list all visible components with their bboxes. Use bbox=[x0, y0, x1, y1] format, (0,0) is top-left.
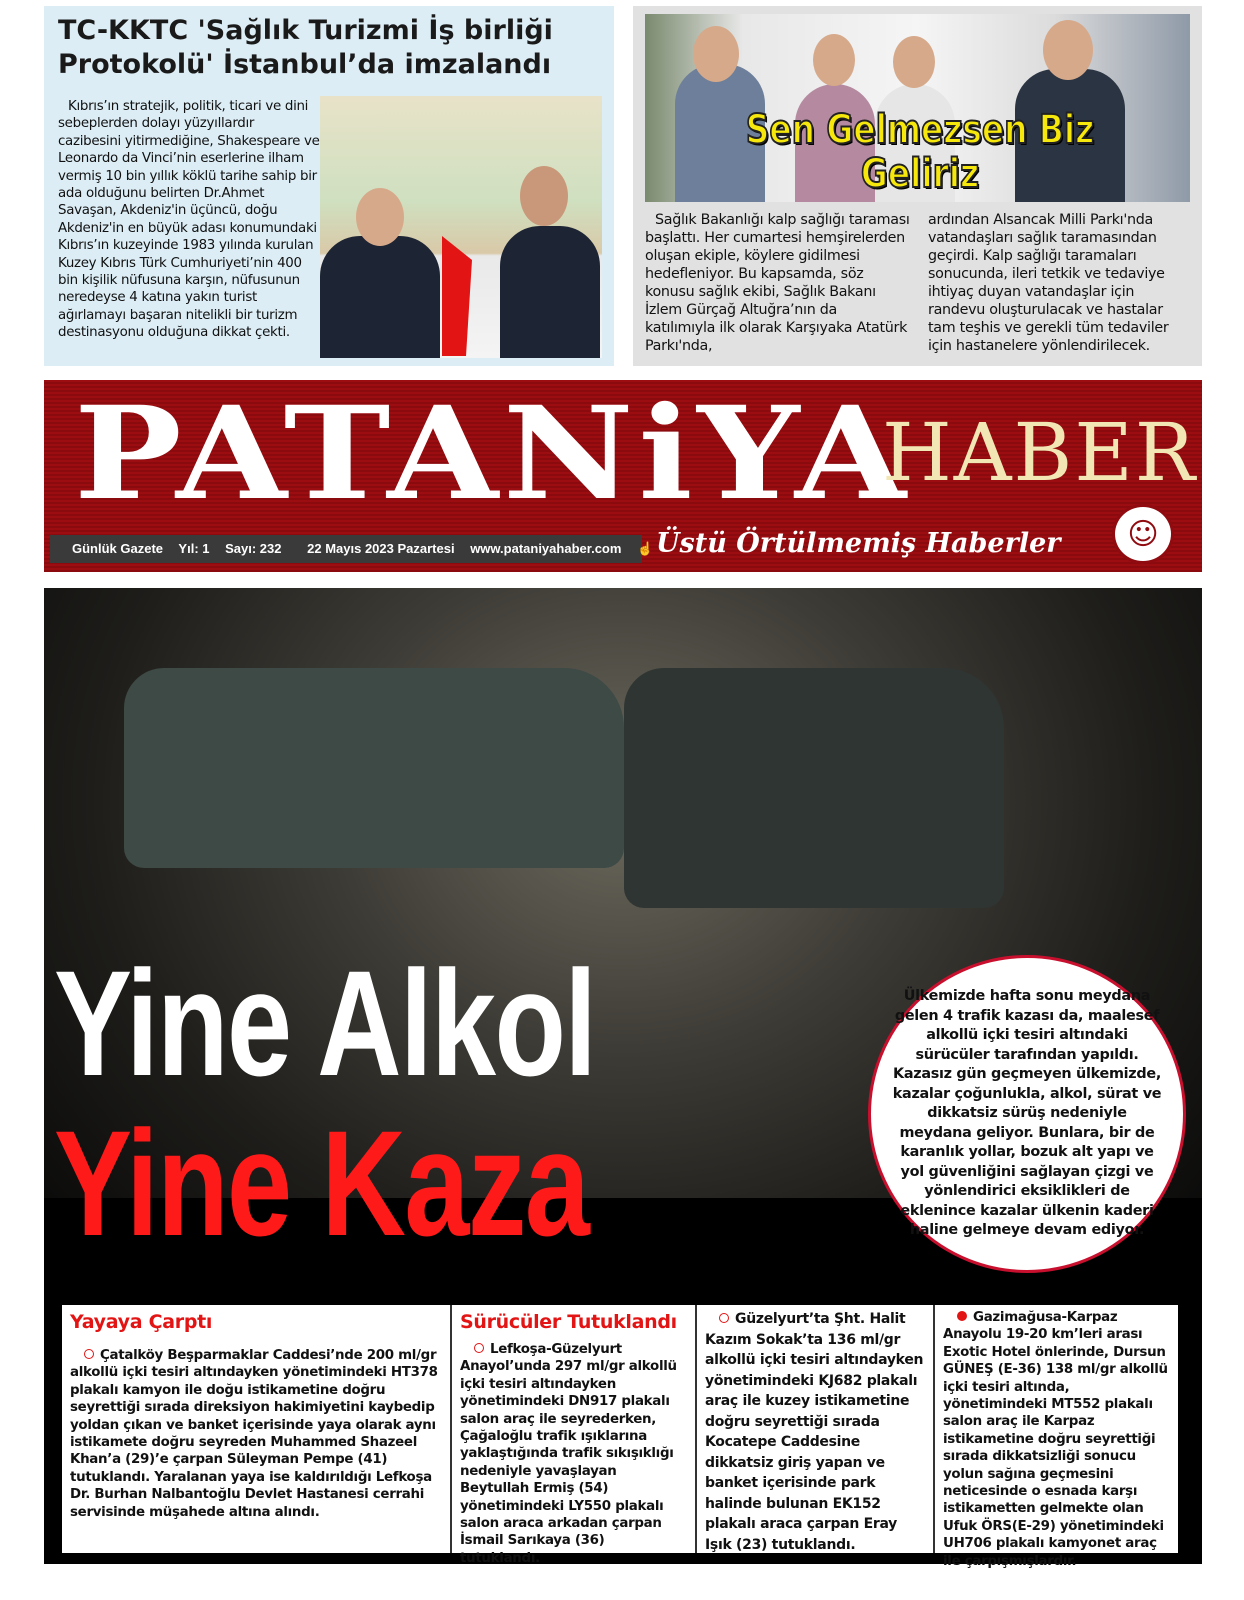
issue-number: Sayı: 232 bbox=[225, 541, 282, 556]
story-title: Yayaya Çarptı bbox=[70, 1311, 213, 1333]
bullet-icon bbox=[474, 1343, 484, 1353]
paper-type: Günlük Gazete bbox=[72, 541, 164, 556]
article-col-1: Sağlık Bakanlığı kalp sağlığı taraması başlattı. Her cumartesi hemşirelerden oluşan ekiple, köylere gidilmesi hedefleniyor. Bu kapsamda, söz konusu sağlık ekibi, Sağlık Bakanı İzlem Gürçağ Altuğra’nın da katılımıyla ilk olarak Karşıyaka Atatürk Parkı'nda, bbox=[645, 212, 910, 354]
story-guzelyurt bbox=[695, 1305, 933, 1553]
story-yayaya-carpti bbox=[62, 1305, 450, 1553]
year: Yıl: 1 bbox=[178, 541, 210, 556]
headline-line-2: Yine Kaza bbox=[54, 1099, 589, 1267]
website-link[interactable]: www.pataniyahaber.com bbox=[470, 541, 622, 556]
slogan: Üstü Örtülmemiş Haberler bbox=[656, 528, 1061, 559]
lead-summary-circle bbox=[868, 955, 1186, 1273]
story-text: Çatalköy Beşparmaklar Caddesi’nde 200 ml/gr alkollü içki tesiri altındayken yönetimindeki HT378 plakalı kamyon ile doğu istikametine doğru seyrettiği sırada direksiyon hakimiyetini kaybedip yoldan çıkan ve banket içerisinde yaya olarak aynı istikamete doğru seyreden Muhammed Shazeel Khan’a (29)’e çarpan Süleyman Pempe (41) tutuklandı. Yaralanan yaya ise kaldırıldığı Lefkoşa Dr. Burhan Nalbantoğlu Devlet Hastanesi cerrahi servisinde müşahede altına alındı. bbox=[70, 1348, 438, 1520]
issue-info-bar bbox=[50, 535, 654, 563]
masthead bbox=[44, 380, 1202, 572]
bullet-icon bbox=[957, 1311, 967, 1321]
article-body: Kıbrıs’ın stratejik, politik, ticari ve dini sebeplerden dolayı yüzyıllardır cazibesini yitirmediğine, Shakespeare ve Leonardo da Vinci’nin eserlerine ilham vermiş 10 bin yıllık köklü tarihe sahip bir ada olduğunu belirten Dr.Ahmet Savaşan, Akdeniz'in üçüncü, doğu Akdeniz'in en büyük adası konumundaki Kıbrıs’ın kuzeyinde 1983 yılında kurulan Kuzey Kıbrıs Türk Cumhuriyeti’nin 400 bin kişilik nüfusuna karşın, nüfusunun neredeyse 4 katına yakın turist ağırlamayı başaran nitelikli bir turizm destinasyonu olduğuna dikkat çekti. bbox=[58, 99, 320, 341]
logo-haber: HABER bbox=[882, 406, 1197, 499]
date: 22 Mayıs 2023 Pazartesi bbox=[307, 541, 455, 556]
story-text: Gazimağusa-Karpaz Anayolu 19-20 km’leri arası Exotic Hotel önlerinde, Dursun GÜNEŞ (E-36) 138 ml/gr alkollü içki tesiri altında, yönetimindeki MT552 plakalı salon araç ile Karpaz istikametine doğru seyrettiği sırada dikkatsizliği sonucu yolun sağına geçmesini neticesinde o esnada karşı istikametten gelmekte olan Ufuk ÖRS(E-29) yönetimindeki UH706 plakalı kamyonet araç ile çarpışmışlardır. bbox=[943, 1310, 1168, 1569]
story-text: Lefkoşa-Güzelyurt Anayol’unda 297 ml/gr alkollü içki tesiri altındayken yönetimindeki DN917 plakalı salon araç ile seyrederken, Çağaloğlu trafik ışıklarına yaklaştığında trafik sıkışıklığı nedeniyle yavaşlayan Beytullah Ermiş (54) yönetimindeki LY550 plakalı salon araca arkadan çarpan İsmail Sarıkaya (36) tutuklandı. bbox=[460, 1342, 677, 1566]
bullet-icon bbox=[84, 1349, 94, 1359]
mascot-logo-icon: ☺ bbox=[1112, 504, 1174, 564]
bullet-icon bbox=[719, 1313, 729, 1323]
health-team-photo bbox=[645, 14, 1190, 202]
article-col-2: ardından Alsancak Milli Parkı'nda vatandaşları sağlık taramasından geçirdi. Kalp sağlığı taramaları sonucunda, ileri tetkik ve tedaviye ihtiyaç duyan vatandaşlar için randevu oluşturulacak ve hastalar tam teşhis ve gerekli tüm tedaviler için hastanelere yönlendirilecek. bbox=[928, 212, 1169, 354]
health-tourism-article bbox=[44, 6, 614, 366]
story-suruculer-tutuklandi bbox=[450, 1305, 695, 1566]
lead-summary: Ülkemizde hafta sonu meydana gelen 4 trafik kazası da, maalesef alkollü içki tesiri altındaki sürücüler tarafından yapıldı. Kazasız gün geçmeyen ülkemizde, kazalar çoğunlukla, alkol, sürat ve dikkatsiz sürüş nedeniyle meydana geliyor. Bunlara, bir de karanlık yollar, bozuk alt yapı ve yol güvenliğini sağlayan çizgi ve yönlendirici eksiklikleri de eklenince kazalar ülkenin kaderi haline gelmeye devam ediyor. bbox=[892, 988, 1162, 1239]
story-gazimagusa bbox=[933, 1305, 1178, 1569]
story-text: Güzelyurt’ta Şht. Halit Kazım Sokak’ta 136 ml/gr alkollü içki tesiri altındayken yönetimindeki KJ682 plakalı araç ile kuzey istikametine doğru seyrettiği sırada Kocatepe Caddesine dikkatsiz giriş yapan ve banket içerisinde park halinde bulunan EK152 plakalı araca çarpan Eray Işık (23) tutuklandı. bbox=[705, 1311, 924, 1553]
accident-stories bbox=[44, 1300, 1202, 1569]
article-title: TC-KKTC 'Sağlık Turizmi İş birliği Protokolü' İstanbul’da imzalandı bbox=[58, 15, 553, 80]
headline-line-1: Yine Alkol bbox=[54, 939, 596, 1107]
cursor-click-icon: ☝ bbox=[637, 541, 654, 556]
story-title: Sürücüler Tutuklandı bbox=[460, 1311, 677, 1333]
car-wreck-right bbox=[624, 668, 1004, 908]
signing-photo bbox=[320, 96, 602, 358]
newspaper-logo: PATANiYA bbox=[74, 379, 911, 529]
car-wreck-left bbox=[124, 668, 624, 868]
heart-screening-article bbox=[633, 6, 1202, 366]
photo-headline: Sen Gelmezsen Biz Geliriz bbox=[745, 107, 1095, 197]
